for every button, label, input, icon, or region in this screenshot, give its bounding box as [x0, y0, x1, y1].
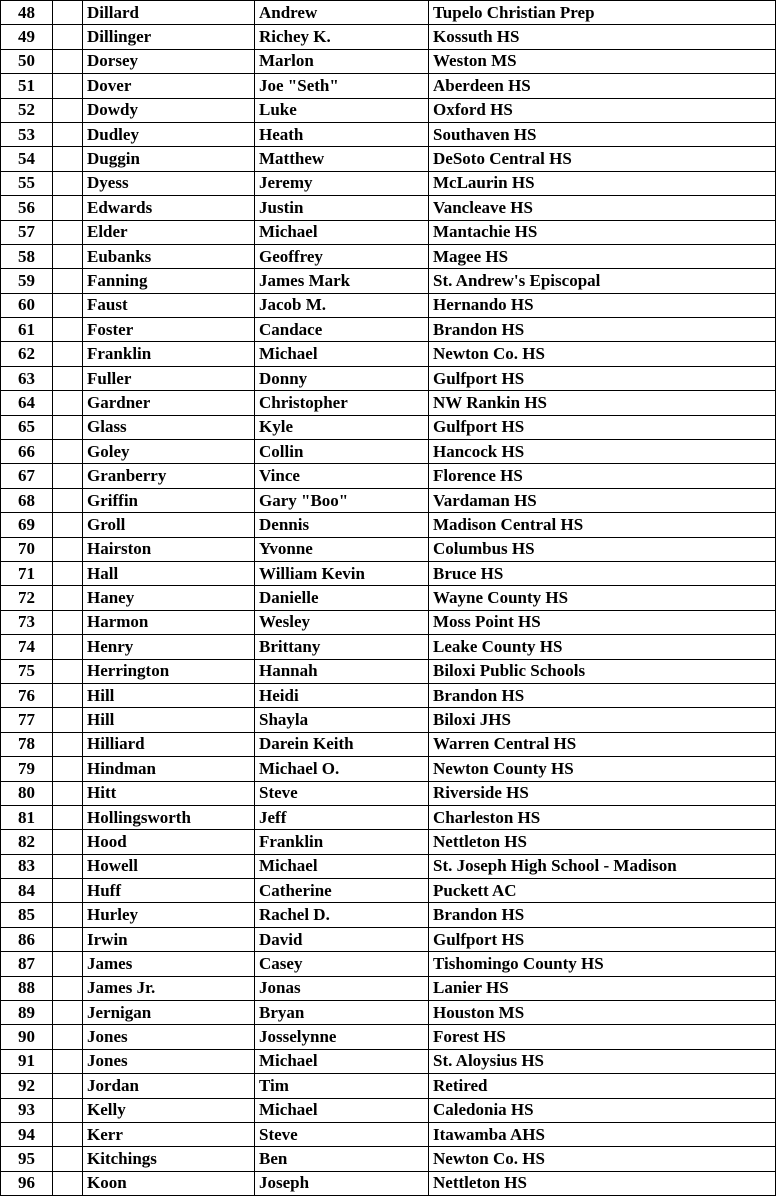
blank-cell: [53, 1147, 83, 1171]
first-name-cell: Jeremy: [255, 171, 429, 195]
school-cell: St. Joseph High School - Madison: [429, 854, 776, 878]
table-row: [1, 1098, 776, 1122]
row-number: 66: [1, 440, 53, 464]
school-cell: Warren Central HS: [429, 732, 776, 756]
school-cell: Brandon HS: [429, 318, 776, 342]
last-name-cell: Hollingsworth: [83, 805, 255, 829]
school-cell: Wayne County HS: [429, 586, 776, 610]
row-number: 60: [1, 293, 53, 317]
row-number: 83: [1, 854, 53, 878]
last-name-cell: Hurley: [83, 903, 255, 927]
school-cell: Houston MS: [429, 1001, 776, 1025]
blank-cell: [53, 757, 83, 781]
last-name-cell: Dover: [83, 74, 255, 98]
school-cell: Newton County HS: [429, 757, 776, 781]
first-name-cell: Marlon: [255, 49, 429, 73]
table-row: [1, 122, 776, 146]
last-name-cell: James Jr.: [83, 976, 255, 1000]
first-name-cell: Joseph: [255, 1171, 429, 1195]
table-row: [1, 1025, 776, 1049]
table-row: [1, 196, 776, 220]
school-cell: Riverside HS: [429, 781, 776, 805]
blank-cell: [53, 1001, 83, 1025]
last-name-cell: Kitchings: [83, 1147, 255, 1171]
last-name-cell: Gardner: [83, 391, 255, 415]
last-name-cell: Duggin: [83, 147, 255, 171]
last-name-cell: Granberry: [83, 464, 255, 488]
table-row: [1, 708, 776, 732]
first-name-cell: William Kevin: [255, 561, 429, 585]
last-name-cell: James: [83, 952, 255, 976]
row-number: 72: [1, 586, 53, 610]
last-name-cell: Jernigan: [83, 1001, 255, 1025]
row-number: 67: [1, 464, 53, 488]
row-number: 77: [1, 708, 53, 732]
school-cell: Newton Co. HS: [429, 1147, 776, 1171]
table-row: [1, 586, 776, 610]
blank-cell: [53, 854, 83, 878]
table-row: [1, 537, 776, 561]
last-name-cell: Jones: [83, 1025, 255, 1049]
school-cell: Nettleton HS: [429, 830, 776, 854]
blank-cell: [53, 683, 83, 707]
last-name-cell: Irwin: [83, 927, 255, 951]
blank-cell: [53, 49, 83, 73]
row-number: 95: [1, 1147, 53, 1171]
school-cell: Columbus HS: [429, 537, 776, 561]
last-name-cell: Dorsey: [83, 49, 255, 73]
table-row: [1, 49, 776, 73]
school-cell: Oxford HS: [429, 98, 776, 122]
blank-cell: [53, 74, 83, 98]
first-name-cell: Jeff: [255, 805, 429, 829]
row-number: 55: [1, 171, 53, 195]
school-cell: Forest HS: [429, 1025, 776, 1049]
school-cell: Aberdeen HS: [429, 74, 776, 98]
blank-cell: [53, 415, 83, 439]
last-name-cell: Eubanks: [83, 244, 255, 268]
first-name-cell: Jacob M.: [255, 293, 429, 317]
blank-cell: [53, 391, 83, 415]
table-row: [1, 659, 776, 683]
blank-cell: [53, 879, 83, 903]
last-name-cell: Hilliard: [83, 732, 255, 756]
last-name-cell: Franklin: [83, 342, 255, 366]
table-row: [1, 391, 776, 415]
first-name-cell: Wesley: [255, 610, 429, 634]
blank-cell: [53, 1098, 83, 1122]
school-cell: Brandon HS: [429, 683, 776, 707]
table-row: [1, 1049, 776, 1073]
first-name-cell: Michael: [255, 342, 429, 366]
table-row: [1, 805, 776, 829]
first-name-cell: Kyle: [255, 415, 429, 439]
blank-cell: [53, 976, 83, 1000]
row-number: 96: [1, 1171, 53, 1195]
last-name-cell: Edwards: [83, 196, 255, 220]
last-name-cell: Glass: [83, 415, 255, 439]
last-name-cell: Dudley: [83, 122, 255, 146]
last-name-cell: Jones: [83, 1049, 255, 1073]
first-name-cell: Joe "Seth": [255, 74, 429, 98]
school-cell: McLaurin HS: [429, 171, 776, 195]
school-cell: Gulfport HS: [429, 415, 776, 439]
school-cell: St. Andrew's Episcopal: [429, 269, 776, 293]
row-number: 63: [1, 366, 53, 390]
row-number: 80: [1, 781, 53, 805]
blank-cell: [53, 220, 83, 244]
blank-cell: [53, 98, 83, 122]
school-cell: Hancock HS: [429, 440, 776, 464]
blank-cell: [53, 927, 83, 951]
last-name-cell: Fuller: [83, 366, 255, 390]
table-row: [1, 1001, 776, 1025]
table-row: [1, 488, 776, 512]
row-number: 79: [1, 757, 53, 781]
last-name-cell: Griffin: [83, 488, 255, 512]
school-cell: Gulfport HS: [429, 927, 776, 951]
table-row: [1, 171, 776, 195]
row-number: 75: [1, 659, 53, 683]
blank-cell: [53, 1025, 83, 1049]
blank-cell: [53, 318, 83, 342]
blank-cell: [53, 659, 83, 683]
school-cell: Weston MS: [429, 49, 776, 73]
last-name-cell: Dyess: [83, 171, 255, 195]
school-cell: Madison Central HS: [429, 513, 776, 537]
blank-cell: [53, 635, 83, 659]
school-cell: Biloxi Public Schools: [429, 659, 776, 683]
first-name-cell: Michael: [255, 220, 429, 244]
first-name-cell: Franklin: [255, 830, 429, 854]
table-row: [1, 464, 776, 488]
table-row: [1, 147, 776, 171]
first-name-cell: Richey K.: [255, 25, 429, 49]
roster-body: [1, 1, 776, 1196]
blank-cell: [53, 122, 83, 146]
row-number: 59: [1, 269, 53, 293]
first-name-cell: Tim: [255, 1074, 429, 1098]
first-name-cell: Justin: [255, 196, 429, 220]
first-name-cell: Heath: [255, 122, 429, 146]
last-name-cell: Hill: [83, 683, 255, 707]
last-name-cell: Dillinger: [83, 25, 255, 49]
blank-cell: [53, 293, 83, 317]
blank-cell: [53, 1122, 83, 1146]
last-name-cell: Huff: [83, 879, 255, 903]
blank-cell: [53, 244, 83, 268]
blank-cell: [53, 732, 83, 756]
last-name-cell: Hairston: [83, 537, 255, 561]
last-name-cell: Herrington: [83, 659, 255, 683]
table-row: [1, 757, 776, 781]
blank-cell: [53, 171, 83, 195]
row-number: 51: [1, 74, 53, 98]
last-name-cell: Jordan: [83, 1074, 255, 1098]
first-name-cell: Danielle: [255, 586, 429, 610]
first-name-cell: Heidi: [255, 683, 429, 707]
row-number: 65: [1, 415, 53, 439]
blank-cell: [53, 464, 83, 488]
first-name-cell: Christopher: [255, 391, 429, 415]
last-name-cell: Goley: [83, 440, 255, 464]
first-name-cell: Steve: [255, 1122, 429, 1146]
row-number: 87: [1, 952, 53, 976]
row-number: 57: [1, 220, 53, 244]
first-name-cell: Yvonne: [255, 537, 429, 561]
last-name-cell: Fanning: [83, 269, 255, 293]
first-name-cell: Bryan: [255, 1001, 429, 1025]
row-number: 58: [1, 244, 53, 268]
table-row: [1, 415, 776, 439]
table-row: [1, 781, 776, 805]
blank-cell: [53, 805, 83, 829]
first-name-cell: Luke: [255, 98, 429, 122]
blank-cell: [53, 586, 83, 610]
last-name-cell: Haney: [83, 586, 255, 610]
table-row: [1, 513, 776, 537]
row-number: 52: [1, 98, 53, 122]
row-number: 85: [1, 903, 53, 927]
table-row: [1, 732, 776, 756]
first-name-cell: Donny: [255, 366, 429, 390]
row-number: 53: [1, 122, 53, 146]
row-number: 70: [1, 537, 53, 561]
blank-cell: [53, 708, 83, 732]
row-number: 48: [1, 1, 53, 25]
table-row: [1, 854, 776, 878]
first-name-cell: Hannah: [255, 659, 429, 683]
school-cell: Kossuth HS: [429, 25, 776, 49]
last-name-cell: Dowdy: [83, 98, 255, 122]
first-name-cell: Catherine: [255, 879, 429, 903]
row-number: 82: [1, 830, 53, 854]
blank-cell: [53, 366, 83, 390]
blank-cell: [53, 781, 83, 805]
row-number: 94: [1, 1122, 53, 1146]
blank-cell: [53, 1049, 83, 1073]
table-row: [1, 318, 776, 342]
table-row: [1, 366, 776, 390]
school-cell: Hernando HS: [429, 293, 776, 317]
school-cell: DeSoto Central HS: [429, 147, 776, 171]
row-number: 68: [1, 488, 53, 512]
last-name-cell: Henry: [83, 635, 255, 659]
table-row: [1, 635, 776, 659]
table-row: [1, 1171, 776, 1195]
last-name-cell: Kerr: [83, 1122, 255, 1146]
school-cell: Brandon HS: [429, 903, 776, 927]
last-name-cell: Hill: [83, 708, 255, 732]
last-name-cell: Faust: [83, 293, 255, 317]
table-row: [1, 1122, 776, 1146]
last-name-cell: Elder: [83, 220, 255, 244]
blank-cell: [53, 25, 83, 49]
last-name-cell: Dillard: [83, 1, 255, 25]
school-cell: Leake County HS: [429, 635, 776, 659]
last-name-cell: Harmon: [83, 610, 255, 634]
table-row: [1, 952, 776, 976]
school-cell: Gulfport HS: [429, 366, 776, 390]
row-number: 49: [1, 25, 53, 49]
first-name-cell: Shayla: [255, 708, 429, 732]
row-number: 73: [1, 610, 53, 634]
row-number: 90: [1, 1025, 53, 1049]
school-cell: St. Aloysius HS: [429, 1049, 776, 1073]
blank-cell: [53, 903, 83, 927]
table-row: [1, 98, 776, 122]
first-name-cell: Michael: [255, 854, 429, 878]
first-name-cell: James Mark: [255, 269, 429, 293]
row-number: 74: [1, 635, 53, 659]
first-name-cell: Michael: [255, 1049, 429, 1073]
school-cell: Tishomingo County HS: [429, 952, 776, 976]
blank-cell: [53, 830, 83, 854]
first-name-cell: Candace: [255, 318, 429, 342]
table-row: [1, 1074, 776, 1098]
first-name-cell: Ben: [255, 1147, 429, 1171]
table-row: [1, 342, 776, 366]
blank-cell: [53, 1074, 83, 1098]
blank-cell: [53, 537, 83, 561]
first-name-cell: Brittany: [255, 635, 429, 659]
row-number: 86: [1, 927, 53, 951]
row-number: 91: [1, 1049, 53, 1073]
row-number: 62: [1, 342, 53, 366]
school-cell: Bruce HS: [429, 561, 776, 585]
row-number: 71: [1, 561, 53, 585]
row-number: 88: [1, 976, 53, 1000]
last-name-cell: Hitt: [83, 781, 255, 805]
first-name-cell: Rachel D.: [255, 903, 429, 927]
table-row: [1, 830, 776, 854]
school-cell: Caledonia HS: [429, 1098, 776, 1122]
first-name-cell: Michael O.: [255, 757, 429, 781]
first-name-cell: Darein Keith: [255, 732, 429, 756]
row-number: 81: [1, 805, 53, 829]
table-row: [1, 879, 776, 903]
row-number: 84: [1, 879, 53, 903]
school-cell: Tupelo Christian Prep: [429, 1, 776, 25]
first-name-cell: Jonas: [255, 976, 429, 1000]
table-row: [1, 244, 776, 268]
first-name-cell: Andrew: [255, 1, 429, 25]
last-name-cell: Foster: [83, 318, 255, 342]
table-row: [1, 269, 776, 293]
last-name-cell: Hall: [83, 561, 255, 585]
last-name-cell: Hood: [83, 830, 255, 854]
row-number: 89: [1, 1001, 53, 1025]
blank-cell: [53, 952, 83, 976]
school-cell: Charleston HS: [429, 805, 776, 829]
first-name-cell: Collin: [255, 440, 429, 464]
blank-cell: [53, 147, 83, 171]
blank-cell: [53, 513, 83, 537]
blank-cell: [53, 342, 83, 366]
blank-cell: [53, 1171, 83, 1195]
school-cell: Moss Point HS: [429, 610, 776, 634]
row-number: 54: [1, 147, 53, 171]
row-number: 78: [1, 732, 53, 756]
table-row: [1, 293, 776, 317]
school-cell: Vardaman HS: [429, 488, 776, 512]
first-name-cell: Matthew: [255, 147, 429, 171]
school-cell: Retired: [429, 1074, 776, 1098]
first-name-cell: Steve: [255, 781, 429, 805]
blank-cell: [53, 440, 83, 464]
table-row: [1, 976, 776, 1000]
row-number: 61: [1, 318, 53, 342]
last-name-cell: Kelly: [83, 1098, 255, 1122]
first-name-cell: Michael: [255, 1098, 429, 1122]
school-cell: Southaven HS: [429, 122, 776, 146]
row-number: 64: [1, 391, 53, 415]
school-cell: Mantachie HS: [429, 220, 776, 244]
first-name-cell: Casey: [255, 952, 429, 976]
first-name-cell: Dennis: [255, 513, 429, 537]
table-row: [1, 440, 776, 464]
blank-cell: [53, 1, 83, 25]
row-number: 56: [1, 196, 53, 220]
row-number: 50: [1, 49, 53, 73]
first-name-cell: Gary "Boo": [255, 488, 429, 512]
table-row: [1, 610, 776, 634]
school-cell: Puckett AC: [429, 879, 776, 903]
blank-cell: [53, 488, 83, 512]
school-cell: Biloxi JHS: [429, 708, 776, 732]
last-name-cell: Groll: [83, 513, 255, 537]
blank-cell: [53, 561, 83, 585]
table-row: [1, 561, 776, 585]
school-cell: Vancleave HS: [429, 196, 776, 220]
school-cell: Lanier HS: [429, 976, 776, 1000]
table-row: [1, 25, 776, 49]
blank-cell: [53, 269, 83, 293]
blank-cell: [53, 196, 83, 220]
school-cell: Newton Co. HS: [429, 342, 776, 366]
table-row: [1, 74, 776, 98]
first-name-cell: Geoffrey: [255, 244, 429, 268]
school-cell: Nettleton HS: [429, 1171, 776, 1195]
table-row: [1, 1147, 776, 1171]
table-row: [1, 903, 776, 927]
first-name-cell: Josselynne: [255, 1025, 429, 1049]
blank-cell: [53, 610, 83, 634]
last-name-cell: Koon: [83, 1171, 255, 1195]
school-cell: Itawamba AHS: [429, 1122, 776, 1146]
table-row: [1, 683, 776, 707]
row-number: 93: [1, 1098, 53, 1122]
row-number: 69: [1, 513, 53, 537]
row-number: 76: [1, 683, 53, 707]
row-number: 92: [1, 1074, 53, 1098]
last-name-cell: Hindman: [83, 757, 255, 781]
first-name-cell: David: [255, 927, 429, 951]
school-cell: NW Rankin HS: [429, 391, 776, 415]
last-name-cell: Howell: [83, 854, 255, 878]
table-row: [1, 220, 776, 244]
school-cell: Magee HS: [429, 244, 776, 268]
first-name-cell: Vince: [255, 464, 429, 488]
school-cell: Florence HS: [429, 464, 776, 488]
table-row: [1, 927, 776, 951]
table-row: [1, 1, 776, 25]
